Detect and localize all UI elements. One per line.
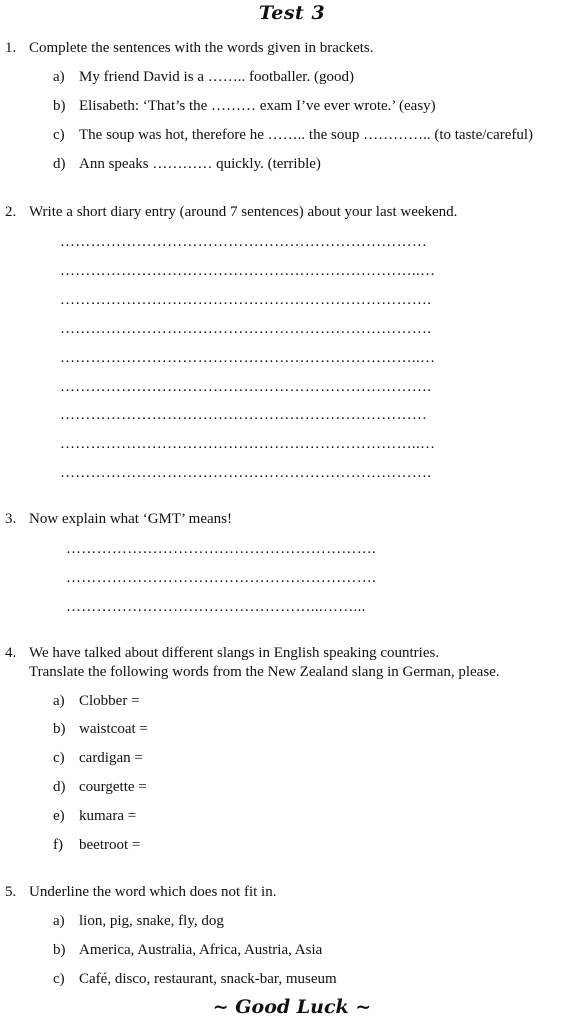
item-letter: f) xyxy=(53,837,63,853)
item-text: America, Australia, Africa, Austria, Asia xyxy=(79,942,323,958)
question-text: We have talked about different slangs in English speaking countries. xyxy=(29,645,440,661)
answer-line: ……………………………………………………………..… xyxy=(60,350,436,366)
question-text: Underline the word which does not fit in. xyxy=(29,884,277,900)
page-title: Test 3 xyxy=(258,2,326,24)
item-text: Café, disco, restaurant, snack-bar, museum xyxy=(79,971,337,987)
item-text: Ann speaks ………… quickly. (terrible) xyxy=(79,156,321,172)
item-letter: a) xyxy=(53,913,65,929)
footer-good-luck: ~ Good Luck ~ xyxy=(212,996,372,1018)
question-text: Complete the sentences with the words given in brackets. xyxy=(29,40,374,56)
answer-line: ……………………………………………………………… xyxy=(60,407,428,423)
question-number: 3. xyxy=(5,511,17,527)
answer-line: ……………………………………………………………..… xyxy=(60,263,436,279)
item-letter: a) xyxy=(53,693,65,709)
item-text: The soup was hot, therefore he …….. the soup ………….. (to taste/careful) xyxy=(79,127,534,143)
question-number: 1. xyxy=(5,40,17,56)
item-text: beetroot = xyxy=(79,837,141,853)
item-letter: b) xyxy=(53,942,66,958)
question-text: Translate the following words from the New Zealand slang in German, please. xyxy=(29,664,500,680)
item-letter: c) xyxy=(53,971,65,987)
question-text: Write a short diary entry (around 7 sentences) about your last weekend. xyxy=(29,204,458,220)
answer-line: ……………………………………………………. xyxy=(66,570,377,586)
item-text: waistcoat = xyxy=(79,721,148,737)
item-letter: e) xyxy=(53,808,65,824)
question-number: 2. xyxy=(5,204,17,220)
item-letter: c) xyxy=(53,127,65,143)
question-number: 5. xyxy=(5,884,17,900)
answer-line: ……………………………………………………. xyxy=(66,541,377,557)
answer-line: ……………………………………………………………… xyxy=(60,234,428,250)
question-number: 4. xyxy=(5,645,17,661)
item-letter: b) xyxy=(53,721,66,737)
item-letter: a) xyxy=(53,69,65,85)
item-text: cardigan = xyxy=(79,750,143,766)
item-letter: d) xyxy=(53,779,66,795)
answer-line: ………………………………………………………………. xyxy=(60,292,432,308)
item-letter: d) xyxy=(53,156,66,172)
item-letter: c) xyxy=(53,750,65,766)
answer-line: ………………………………………………………………. xyxy=(60,379,432,395)
item-text: Clobber = xyxy=(79,693,140,709)
answer-line: …………………………………………...……... xyxy=(66,599,366,615)
question-text: Now explain what ‘GMT’ means! xyxy=(29,511,232,527)
item-text: kumara = xyxy=(79,808,137,824)
item-text: My friend David is a …….. footballer. (good) xyxy=(79,69,354,85)
answer-line: ………………………………………………………………. xyxy=(60,321,432,337)
answer-line: ………………………………………………………………. xyxy=(60,465,432,481)
item-text: courgette = xyxy=(79,779,147,795)
answer-line: ……………………………………………………………..… xyxy=(60,436,436,452)
item-text: Elisabeth: ‘That’s the ……… exam I’ve ever wrote.’ (easy) xyxy=(79,98,436,114)
item-text: lion, pig, snake, fly, dog xyxy=(79,913,224,929)
item-letter: b) xyxy=(53,98,66,114)
